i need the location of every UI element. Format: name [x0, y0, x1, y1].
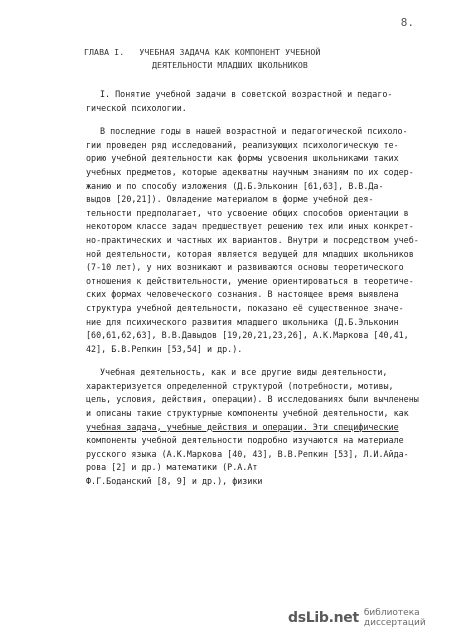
text-line: характеризуется определенной структурой (потребности, мотивы, [86, 380, 394, 391]
text-line: ние для психического развития младшего школьника (Д.Б.Эльконин [86, 316, 399, 327]
chapter-title-line-1: УЧЕБНАЯ ЗАДАЧА КАК КОМПОНЕНТ УЧЕБНОЙ [139, 47, 321, 57]
paragraph-gap [86, 115, 436, 125]
text-line: орию учебной деятельности как формы усвоения школьниками таких [86, 153, 399, 164]
text-line: рова [2] и др.) математики (Р.А.Ат [86, 462, 258, 473]
text-line: но-практических и частных их вариантов. Внутри и посредством учеб- [86, 234, 419, 245]
text-line: ной деятельности, которая является ведущей для младших школьников [86, 248, 414, 259]
watermark-text: библиотека диссертаций [363, 608, 426, 628]
watermark [288, 604, 448, 632]
text-line: 42], Б.В.Репкин [53,54] и др.). [86, 343, 243, 354]
chapter-label: ГЛАВА I. [84, 47, 125, 57]
text-line: Учебная деятельность, как и все другие виды деятельности, [100, 367, 388, 378]
text-line: (7-10 лет), у них возникают и развиваются основы теоретического [86, 262, 404, 273]
body-text [86, 88, 436, 489]
chapter-heading-line-1 [84, 46, 320, 59]
chapter-heading [84, 46, 320, 72]
section-heading-line-1: I. Понятие учебной задачи в советской возрастной и педаго- [100, 89, 393, 99]
text-line: В последние годы в нашей возрастной и педагогической психоло- [100, 126, 408, 137]
text-line: [60,61,62,63], В.В.Давыдов [19,20,21,23,26], А.К.Маркова [40,41, [86, 330, 409, 341]
text-line: некотором классе задач предшествует решению тех или иных конкрет- [86, 221, 414, 232]
text-line: жанию и по способу изложения (Д.Б.Эльконин [61,63], В.В.Да- [86, 180, 384, 191]
text-line: тельности предполагает, что усвоение общих способов ориентации в [86, 207, 409, 218]
watermark-logo: dsLib.net [288, 610, 359, 626]
text-line: компоненты учебной деятельности подробно изучаются на материале [86, 435, 404, 446]
text-line-underlined: учебная задача, учебные действия и операции. Эти специфические [86, 421, 399, 432]
text-line: русского языка (А.К.Маркова [40, 43], В.В.Репкин [53], Л.И.Айда- [86, 448, 409, 459]
section-heading-line-2: гической психологии. [86, 102, 187, 113]
text-line: выдов [20,21]). Овладение материалом в форме учебной дея- [86, 194, 374, 205]
paragraph-gap [86, 356, 436, 366]
text-line: цель, условия, действия, операции). В исследованиях были вычленены [86, 394, 419, 405]
text-line: гии проведен ряд исследований, реализующих психологическую те- [86, 139, 399, 150]
chapter-title-line-2: ДЕЯТЕЛЬНОСТИ МЛАДШИХ ШКОЛЬНИКОВ [152, 60, 308, 70]
page-number: 8. [400, 16, 414, 29]
text-line: Ф.Г.Боданский [8, 9] и др.), физики [86, 476, 263, 487]
text-line: учебных предметов, которые адекватны научным знаниям по их содер- [86, 166, 414, 177]
text-line: ских формах человеческого сознания. В настоящее время выявлена [86, 289, 399, 300]
text-line: структура учебной деятельности, показано её существенное значе- [86, 302, 404, 313]
text-line: и описаны такие структурные компоненты учебной деятельности, как [86, 408, 409, 419]
text-line: отношения к действительности, умение ориентироваться в теоретиче- [86, 275, 414, 286]
